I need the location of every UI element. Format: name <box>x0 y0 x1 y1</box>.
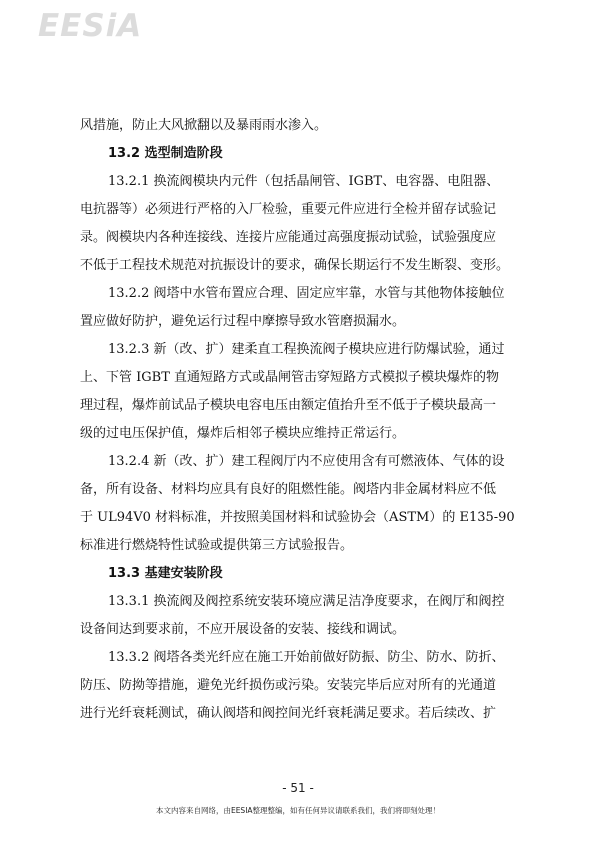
paragraph-line: 录。阀模块内各种连接线、连接片应能通过高强度振动试验，试验强度应 <box>80 230 497 245</box>
paragraph-line: 置应做好防护，避免运行过程中摩擦导致水管磨损漏水。 <box>80 314 406 329</box>
paragraph-line: 13.3.1 换流阀及阀控系统安装环境应满足洁净度要求，在阀厅和阀控 <box>108 594 505 609</box>
paragraph-line: 理过程，爆炸前试品子模块电容电压由额定值抬升至不低于子模块最高一 <box>80 398 497 413</box>
paragraph-line: 13.2.1 换流阀模块内元件（包括晶闸管、IGBT、电容器、电阻器、 <box>108 174 500 189</box>
paragraph-line: 进行光纤衰耗测试，确认阀塔和阀控间光纤衰耗满足要求。若后续改、扩 <box>80 706 497 721</box>
footer-disclaimer: 本文内容来自网络，由EESIA整理整编，如有任何异议请联系我们，我们将即刻处理！ <box>155 806 441 815</box>
page-number: - 51 - <box>282 781 314 795</box>
paragraph-line: 设备间达到要求前，不应开展设备的安装、接线和调试。 <box>80 622 406 637</box>
eesia-watermark-logo: EESiA <box>38 8 143 44</box>
paragraph-line: 电抗器等）必须进行严格的入厂检验，重要元件应进行全检并留存试验记 <box>80 202 497 217</box>
paragraph-line: 标准进行燃烧特性试验或提供第三方试验报告。 <box>80 538 354 553</box>
paragraph-line: 于 UL94V0 材料标准，并按照美国材料和试验协会（ASTM）的 E135-90 <box>80 510 515 525</box>
paragraph-line: 级的过电压保护值，爆炸后相邻子模块应维持正常运行。 <box>80 426 406 441</box>
paragraph-line: 13.2.2 阀塔中水管布置应合理、固定应牢靠，水管与其他物体接触位 <box>108 286 505 301</box>
paragraph-line: 备，所有设备、材料均应具有良好的阻燃性能。阀塔内非金属材料应不低 <box>80 482 497 497</box>
paragraph-line: 防压、防拗等措施，避免光纤损伤或污染。安装完毕后应对所有的光通道 <box>80 678 497 693</box>
paragraph-line: 13.3.2 阀塔各类光纤应在施工开始前做好防振、防尘、防水、防折、 <box>108 650 505 665</box>
section-heading-13-2: 13.2 选型制造阶段 <box>108 146 223 161</box>
section-heading-13-3: 13.3 基建安装阶段 <box>108 566 223 581</box>
document-body <box>80 112 521 728</box>
paragraph-line: 13.2.4 新（改、扩）建工程阀厅内不应使用含有可燃液体、气体的设 <box>108 454 505 469</box>
paragraph-line: 不低于工程技术规范对抗振设计的要求，确保长期运行不发生断裂、变形。 <box>80 258 510 273</box>
paragraph-line: 13.2.3 新（改、扩）建柔直工程换流阀子模块应进行防爆试验，通过 <box>108 342 505 357</box>
paragraph-line: 风措施，防止大风掀翻以及暴雨雨水渗入。 <box>80 118 328 133</box>
paragraph-line: 上、下管 IGBT 直通短路方式或晶闸管击穿短路方式模拟子模块爆炸的物 <box>80 370 500 385</box>
